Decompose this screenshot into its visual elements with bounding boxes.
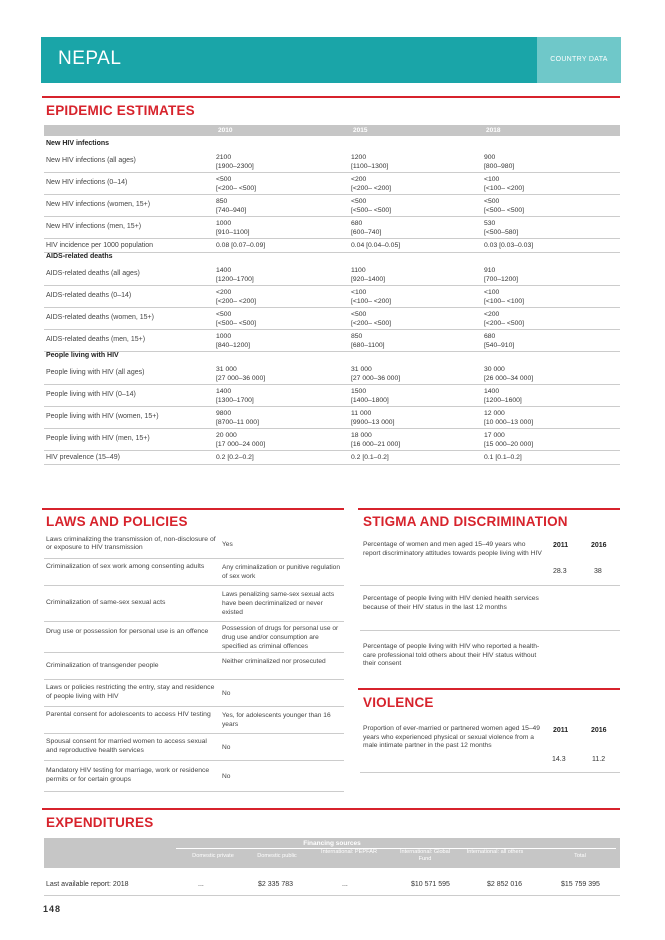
- estimate: 1500: [351, 387, 367, 395]
- value-cell: [484, 241, 533, 250]
- value-cell: [484, 431, 533, 450]
- estimate: <500: [216, 175, 232, 183]
- range: [<100– <100]: [484, 298, 525, 306]
- stigma-question-1: Percentage of women and men aged 15–49 years who report discriminatory attitudes towards people living with HIV: [363, 541, 542, 557]
- row-divider: [44, 450, 620, 451]
- violence-year-2016: 2016: [591, 727, 607, 734]
- value-all-others: $2 852 016: [487, 881, 523, 888]
- estimate: 30 000: [484, 365, 505, 373]
- law-answer: Yes, for adolescents younger than 16 years: [222, 712, 331, 728]
- value-cell: [216, 197, 246, 216]
- range: [<200– <500]: [351, 320, 392, 328]
- estimate: <500: [216, 310, 232, 318]
- value-total: $15 759 395: [561, 881, 600, 888]
- section-rule: [42, 96, 620, 98]
- range: [<500– <500]: [351, 207, 392, 215]
- violence-title: VIOLENCE: [363, 695, 434, 710]
- range: [26 000–34 000]: [484, 375, 534, 383]
- value-cell: [351, 409, 394, 428]
- row-divider: [44, 285, 620, 286]
- range: [27 000–36 000]: [351, 375, 401, 383]
- value-cell: [484, 153, 514, 172]
- estimate: 1000: [216, 332, 232, 340]
- estimate: 0.1 [0.1–0.2]: [484, 453, 522, 461]
- estimate: <500: [484, 197, 500, 205]
- range: [910–1100]: [216, 229, 250, 237]
- country-name: NEPAL: [58, 48, 122, 69]
- estimate: 18 000: [351, 431, 372, 439]
- range: [8700–11 000]: [216, 419, 259, 427]
- value-cell: [216, 219, 250, 238]
- range: [1200–1700]: [216, 276, 254, 284]
- estimate: 1200: [351, 153, 367, 161]
- row-divider: [44, 216, 620, 217]
- estimate: 0.2 [0.1–0.2]: [351, 453, 389, 461]
- value-cell: [216, 310, 256, 329]
- range: [840–1200]: [216, 342, 251, 350]
- value-cell: [351, 288, 391, 307]
- estimate: <200: [216, 288, 232, 296]
- estimate: 12 000: [484, 409, 505, 417]
- range: [540–910]: [484, 342, 515, 350]
- row-divider: [44, 238, 620, 239]
- estimate: 9800: [216, 409, 232, 417]
- col-domestic-private: Domestic private: [192, 853, 234, 859]
- row-divider: [44, 585, 344, 586]
- row-label: New HIV infections (0–14): [46, 179, 128, 186]
- value-cell: [216, 365, 265, 384]
- row-divider: [44, 329, 620, 330]
- year-2018: 2018: [486, 126, 501, 134]
- row-divider: [44, 194, 620, 195]
- value-cell: [216, 175, 256, 194]
- range: [<100– <200]: [484, 185, 525, 193]
- range: [<100– <200]: [351, 298, 392, 306]
- row-divider: [44, 706, 344, 707]
- range: [<200– <500]: [484, 320, 525, 328]
- value-cell: [351, 197, 391, 216]
- estimate: 0.03 [0.03–0.03]: [484, 241, 534, 249]
- estimate: 2100: [216, 153, 232, 161]
- estimate: 900: [484, 153, 496, 161]
- col-pepfar: International: PEPFAR: [321, 849, 377, 855]
- value-cell: [351, 431, 400, 450]
- estimate: 31 000: [351, 365, 372, 373]
- value-cell: [484, 266, 518, 285]
- estimate: <500: [351, 197, 367, 205]
- category-label: AIDS-related deaths: [46, 253, 113, 260]
- law-question: Laws criminalizing the transmission of, non-disclosure of or exposure to HIV transmission: [46, 535, 216, 552]
- range: [<200– <200]: [351, 185, 392, 193]
- estimate: 1400: [216, 266, 232, 274]
- row-divider: [44, 760, 344, 761]
- range: [<500–580]: [484, 229, 519, 237]
- estimate: 530: [484, 219, 496, 227]
- estimate: 680: [484, 332, 496, 340]
- section-rule: [358, 688, 620, 690]
- country-banner: [41, 37, 621, 83]
- law-answer: Possession of drugs for personal use or drug use and/or consumption are specified as criminal offences: [222, 624, 339, 650]
- range: [27 000–36 000]: [216, 375, 266, 383]
- value-domestic-private: ...: [198, 881, 204, 888]
- value-cell: [351, 387, 389, 406]
- row-label: HIV incidence per 1000 population: [46, 242, 154, 249]
- range: [1300–1700]: [216, 397, 254, 405]
- section-rule: [42, 808, 620, 810]
- value-cell: [216, 241, 265, 250]
- law-question: Spousal consent for married women to access sexual and reproductive health services: [46, 738, 207, 754]
- row-divider: [44, 307, 620, 308]
- expenditure-row-label: Last available report: 2018: [46, 881, 129, 888]
- category-label: People living with HIV: [46, 352, 119, 359]
- col-global-fund: International: Global Fund: [399, 849, 451, 862]
- value-cell: [484, 332, 514, 351]
- estimate: 1400: [216, 387, 232, 395]
- law-answer: Any criminalization or punitive regulation of sex work: [222, 564, 341, 580]
- row-label: AIDS-related deaths (men, 15+): [46, 336, 146, 343]
- range: [<200– <200]: [216, 298, 257, 306]
- law-answer: No: [222, 689, 231, 697]
- value-cell: [351, 453, 389, 462]
- value-cell: [484, 365, 533, 384]
- range: [<200– <500]: [216, 185, 257, 193]
- financing-sources-label: Financing sources: [303, 840, 361, 847]
- row-divider: [44, 652, 344, 653]
- row-label: New HIV infections (men, 15+): [46, 223, 142, 230]
- year-2015: 2015: [353, 126, 368, 134]
- stigma-value-2011: 28.3: [553, 568, 567, 575]
- range: [1400–1800]: [351, 397, 389, 405]
- law-question: Drug use or possession for personal use is an offence: [46, 628, 209, 636]
- range: [16 000–21 000]: [351, 441, 401, 449]
- estimate: 910: [484, 266, 496, 274]
- row-label: AIDS-related deaths (0–14): [46, 292, 132, 299]
- category-label: New HIV infections: [46, 140, 110, 147]
- row-divider: [360, 772, 620, 773]
- value-cell: [216, 288, 256, 307]
- estimate: 1000: [216, 219, 232, 227]
- row-label: People living with HIV (0–14): [46, 391, 136, 398]
- row-divider: [44, 679, 344, 680]
- row-label: New HIV infections (all ages): [46, 157, 136, 164]
- estimate: <100: [484, 288, 500, 296]
- law-answer: No: [222, 743, 231, 751]
- law-answer: No: [222, 772, 231, 780]
- row-label: AIDS-related deaths (women, 15+): [46, 314, 154, 321]
- stigma-title: STIGMA AND DISCRIMINATION: [363, 514, 568, 529]
- value-cell: [351, 310, 391, 329]
- row-divider: [44, 558, 344, 559]
- value-cell: [484, 288, 524, 307]
- law-question: Laws or policies restricting the entry, stay and residence of people living with HIV: [46, 684, 215, 700]
- value-cell: [484, 387, 522, 406]
- estimate: 11 000: [351, 409, 372, 417]
- row-divider: [44, 351, 620, 352]
- range: [1200–1600]: [484, 397, 522, 405]
- row-divider: [360, 585, 620, 586]
- estimate: 850: [216, 197, 228, 205]
- estimate: <200: [484, 310, 500, 318]
- value-domestic-public: $2 335 783: [258, 881, 294, 888]
- row-divider: [44, 464, 620, 465]
- row-label: AIDS-related deaths (all ages): [46, 270, 140, 277]
- col-domestic-public: Domestic public: [257, 853, 297, 859]
- year-2010: 2010: [218, 126, 233, 134]
- row-divider: [44, 172, 620, 173]
- stigma-year-2011: 2011: [553, 542, 569, 549]
- estimate: 1400: [484, 387, 500, 395]
- law-answer: Neither criminalized nor prosecuted: [222, 658, 326, 665]
- estimate: <100: [484, 175, 500, 183]
- violence-value-2016: 11.2: [592, 756, 606, 763]
- value-cell: [351, 219, 381, 238]
- section-rule: [42, 508, 344, 510]
- estimate: 680: [351, 219, 363, 227]
- value-cell: [216, 431, 265, 450]
- range: [700–1200]: [484, 276, 519, 284]
- row-divider: [44, 252, 620, 253]
- estimate: 0.08 [0.07–0.09]: [216, 241, 266, 249]
- value-cell: [484, 453, 522, 462]
- estimate: 850: [351, 332, 363, 340]
- expenditures-title: EXPENDITURES: [46, 815, 154, 830]
- epidemic-year-header: [44, 125, 620, 136]
- stigma-year-2016: 2016: [591, 542, 607, 549]
- law-question: Criminalization of transgender people: [46, 661, 159, 669]
- stigma-value-2016: 38: [594, 568, 602, 575]
- range: [<500– <500]: [216, 320, 257, 328]
- row-divider: [44, 895, 620, 896]
- range: [9900–13 000]: [351, 419, 395, 427]
- row-label: HIV prevalence (15–49): [46, 454, 120, 461]
- range: [17 000–24 000]: [216, 441, 266, 449]
- estimate: 20 000: [216, 431, 237, 439]
- row-divider: [44, 791, 344, 792]
- law-question: Criminalization of sex work among consenting adults: [46, 563, 205, 571]
- header-divider: [176, 848, 616, 849]
- value-cell: [351, 153, 388, 172]
- law-question: Criminalization of same-sex sexual acts: [46, 599, 166, 607]
- value-cell: [484, 219, 518, 238]
- value-cell: [216, 409, 259, 428]
- law-answer: Laws penalizing same-sex sexual acts have been decriminalized or never existed: [222, 591, 335, 616]
- range: [600–740]: [351, 229, 382, 237]
- value-cell: [351, 365, 400, 384]
- row-divider: [360, 630, 620, 631]
- value-cell: [216, 453, 254, 462]
- estimate: <200: [351, 175, 367, 183]
- violence-year-2011: 2011: [553, 727, 569, 734]
- estimate: 0.04 [0.04–0.05]: [351, 241, 401, 249]
- col-total: Total: [574, 853, 586, 859]
- value-cell: [216, 387, 254, 406]
- range: [10 000–13 000]: [484, 419, 534, 427]
- row-label: People living with HIV (men, 15+): [46, 435, 150, 442]
- stigma-question-2: Percentage of people living with HIV denied health services because of their HIV status in the last 12 months: [363, 595, 539, 611]
- value-cell: [216, 266, 254, 285]
- row-divider: [44, 384, 620, 385]
- violence-question: Proportion of ever-married or partnered women aged 15–49 years who experienced physical or sexual violence from a male intimate partner in the past 12 months: [363, 725, 540, 750]
- section-rule: [358, 508, 620, 510]
- value-cell: [351, 332, 385, 351]
- value-cell: [216, 332, 250, 351]
- estimate: <100: [351, 288, 367, 296]
- range: [920–1400]: [351, 276, 386, 284]
- value-global-fund: $10 571 595: [411, 881, 450, 888]
- range: [1900–2300]: [216, 163, 254, 171]
- laws-title: LAWS AND POLICIES: [46, 514, 188, 529]
- value-cell: [484, 175, 524, 194]
- expenditures-header: [44, 838, 620, 868]
- estimate: 17 000: [484, 431, 505, 439]
- row-divider: [44, 428, 620, 429]
- row-label: People living with HIV (women, 15+): [46, 413, 159, 420]
- value-cell: [216, 153, 254, 172]
- value-cell: [484, 310, 524, 329]
- row-label: New HIV infections (women, 15+): [46, 201, 151, 208]
- estimate: <500: [351, 310, 367, 318]
- col-all-others: International: all others: [466, 849, 524, 855]
- law-answer: Yes: [222, 541, 233, 548]
- range: [800–980]: [484, 163, 515, 171]
- page-number: 148: [43, 904, 62, 914]
- value-cell: [351, 175, 391, 194]
- value-cell: [484, 409, 533, 428]
- range: [680–1100]: [351, 342, 385, 350]
- estimate: 31 000: [216, 365, 237, 373]
- range: [15 000–20 000]: [484, 441, 534, 449]
- estimate: 0.2 [0.2–0.2]: [216, 453, 254, 461]
- estimate: 1100: [351, 266, 366, 274]
- value-cell: [351, 266, 385, 285]
- row-label: People living with HIV (all ages): [46, 369, 145, 376]
- value-pepfar: ...: [342, 881, 348, 888]
- law-question: Mandatory HIV testing for marriage, work or residence permits or for certain groups: [46, 767, 210, 783]
- stigma-question-3: Percentage of people living with HIV who reported a health-care professional told others about their HIV status without their consent: [363, 643, 540, 668]
- value-cell: [484, 197, 524, 216]
- range: [740–940]: [216, 207, 247, 215]
- value-cell: [351, 241, 400, 250]
- row-divider: [44, 621, 344, 622]
- country-data-tag: COUNTRY DATA: [537, 37, 621, 83]
- range: [1100–1300]: [351, 163, 389, 171]
- row-divider: [44, 733, 344, 734]
- row-divider: [44, 406, 620, 407]
- violence-value-2011: 14.3: [552, 756, 566, 763]
- range: [<500– <500]: [484, 207, 525, 215]
- epidemic-title: EPIDEMIC ESTIMATES: [46, 103, 195, 118]
- law-question: Parental consent for adolescents to access HIV testing: [46, 711, 211, 719]
